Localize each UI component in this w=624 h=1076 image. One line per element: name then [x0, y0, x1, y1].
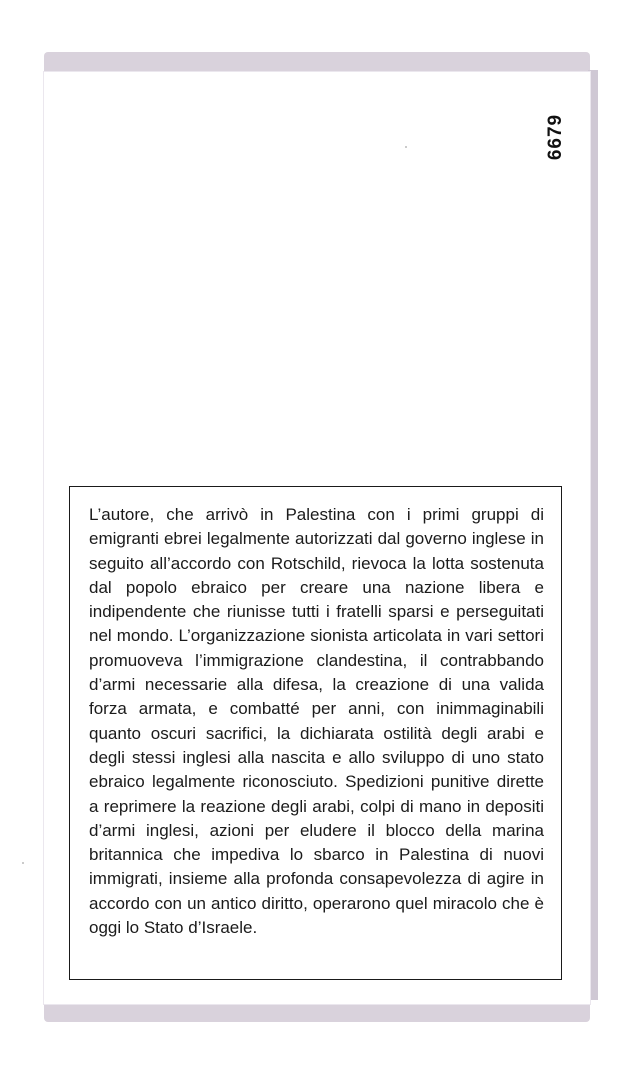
blurb-text: L’autore, che arrivò in Palestina con i primi gruppi di emigranti ebrei legalmente autorizzati dal governo inglese in seguito all’accordo con Rotschild, rievoca la lotta sostenuta dal popolo ebraico per creare una nazione libera e indipendente che riunisse tutti i fratelli sparsi e perseguitati nel mondo. L’organizzazione sionista articolata in vari settori promuoveva l’immigrazione clandestina, il contrabbando d’armi necessarie alla difesa, la creazione di una valida forza armata, e combatté per anni, con inimmaginabili quanto oscuri sacrifici, la dichiarata ostilità degli arabi e degli stessi inglesi alla nascita e allo sviluppo di uno stato ebraico legalmente riconosciuto. Spedizioni punitive dirette a reprimere la reazione degli arabi, colpi di mano in depositi d’armi inglesi, azioni per eludere il blocco della marina britannica che impediva lo sbarco in Palestina di nuovi immigrati, insieme alla profonda consapevolezza di agire in accordo con un antico diritto, operarono quel miracolo che è oggi lo Stato d’Israele.	[89, 505, 544, 938]
paper-speck	[22, 862, 24, 864]
paper-speck	[405, 146, 407, 148]
catalog-number: 6679	[545, 113, 566, 161]
blurb-frame	[69, 486, 562, 980]
